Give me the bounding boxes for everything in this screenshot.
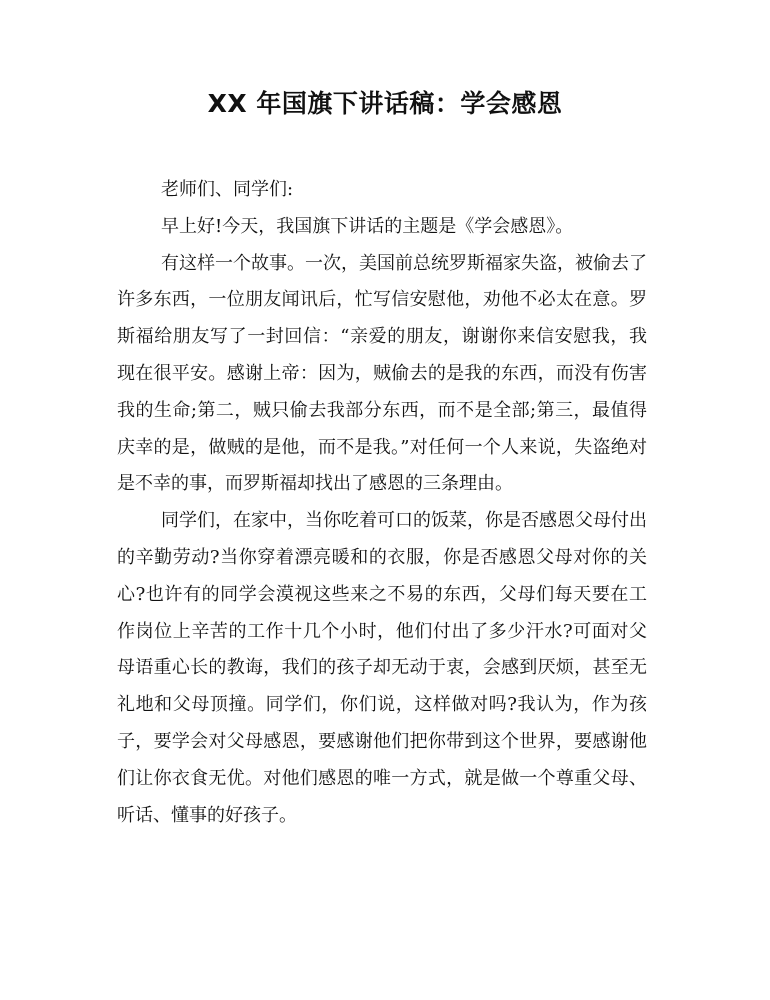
document-title: XX 年国旗下讲话稿：学会感恩 (207, 89, 563, 118)
document-body (117, 172, 647, 834)
paragraph-parents: 同学们，在家中，当你吃着可口的饭菜，你是否感恩父母付出的辛勤劳动?当你穿着漂亮暖和的衣服，你是否感恩父母对你的关心?也许有的同学会漠视这些来之不易的东西，父母们每天要在工作岗位上辛苦的工作十几个小时，他们付出了多少汗水?可面对父母语重心长的教诲，我们的孩子却无动于衷，会感到厌烦，甚至无礼地和父母顶撞。同学们，你们说，这样做对吗?我认为，作为孩子，要学会对父母感恩，要感谢他们把你带到这个世界，要感谢他们让你衣食无优。对他们感恩的唯一方式，就是做一个尊重父母、听话、懂事的好孩子。 (117, 510, 647, 826)
paragraph-greeting: 老师们、同学们: (161, 179, 294, 200)
paragraph-story: 有这样一个故事。一次，美国前总统罗斯福家失盗，被偷去了许多东西，一位朋友闻讯后，忙写信安慰他，劝他不必太在意。罗斯福给朋友写了一封回信：“亲爱的朋友，谢谢你来信安慰我，我现在很平安。感谢上帝：因为，贼偷去的是我的东西，而没有伤害我的生命;第二，贼只偷去我部分东西，而不是全部;第三，最值得庆幸的是，做贼的是他，而不是我。”对任何一个人来说，失盗绝对是不幸的事，而罗斯福却找出了感恩的三条理由。 (117, 252, 647, 495)
paragraph-opening: 早上好!今天，我国旗下讲话的主题是《学会感恩》。 (161, 215, 574, 237)
